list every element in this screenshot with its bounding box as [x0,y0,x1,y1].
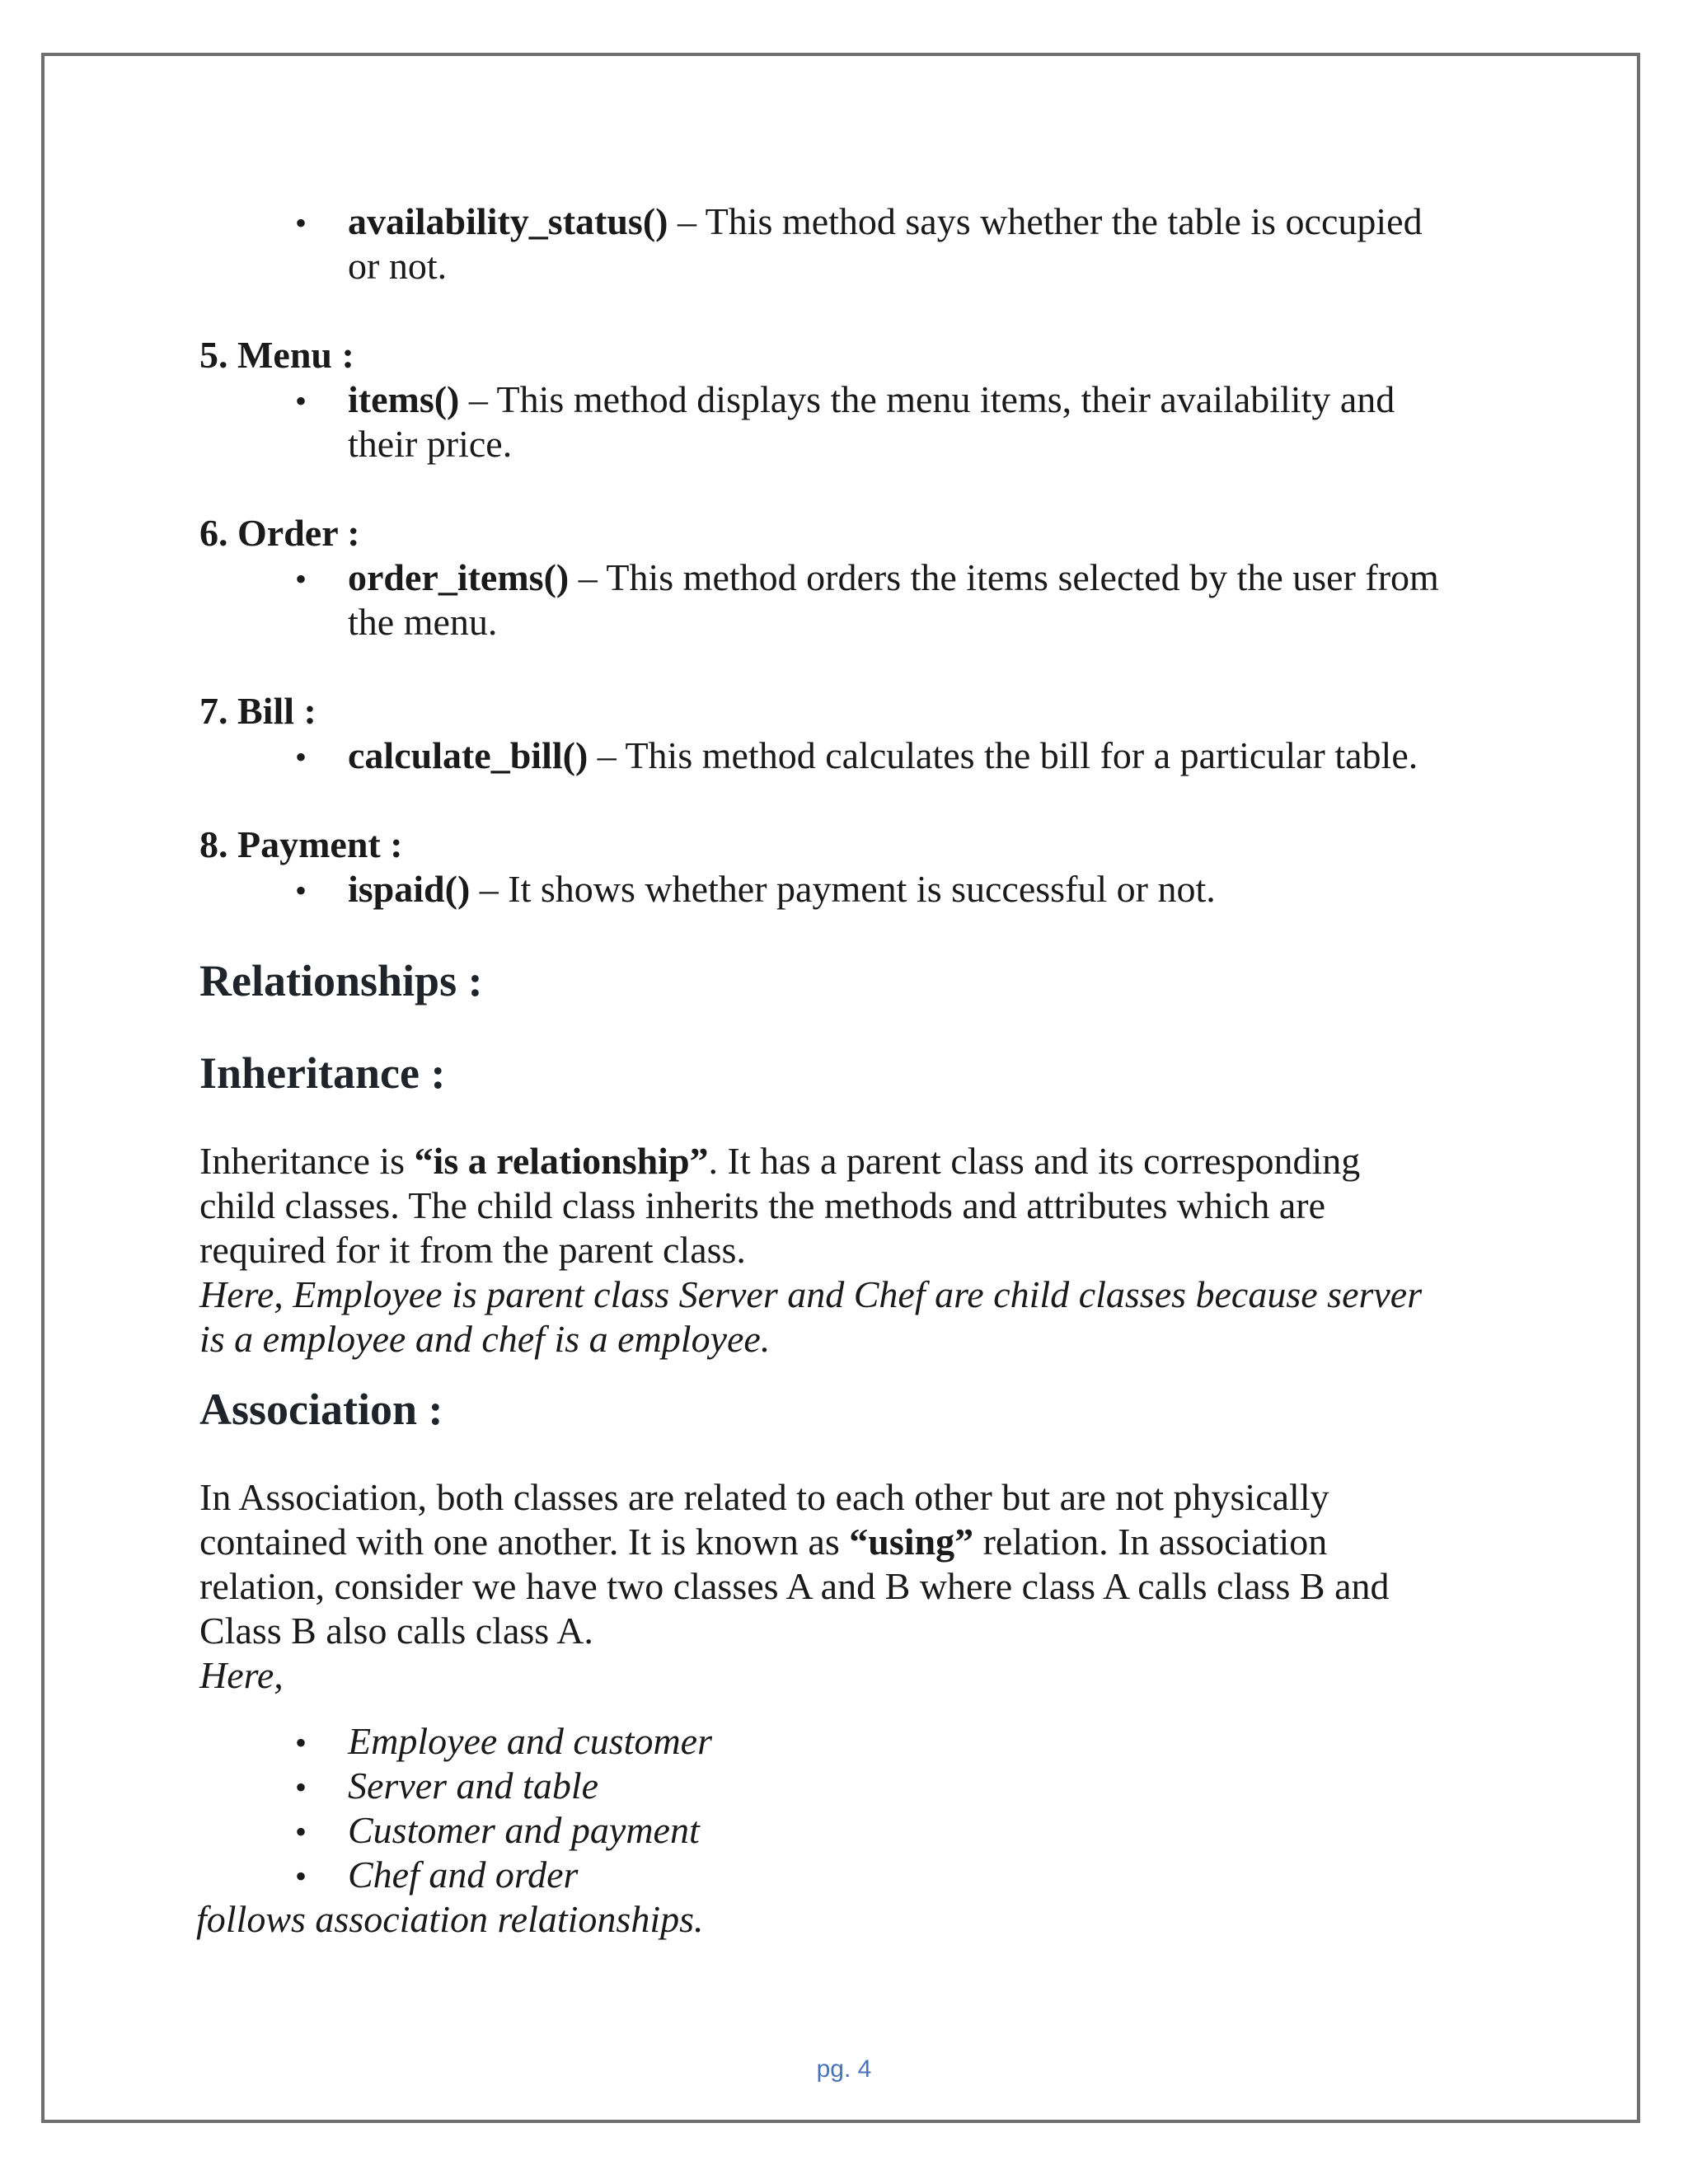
bullet-marker: • [295,1858,307,1895]
method-name: calculate_bill() [348,734,588,776]
association-text: relation. In association [973,1521,1328,1563]
method-name: availability_status() [348,200,668,242]
menu-method-line1 [348,377,1395,422]
inheritance-keyword: “is a relationship” [414,1140,709,1182]
method-description: – This method orders the items selected by the user from [569,556,1439,598]
relationships-title: Relationships : [199,956,483,1005]
bullet-marker: • [295,738,307,776]
association-text: contained with one another. It is known as [199,1521,850,1563]
association-closing: follows association relationships. [196,1898,704,1940]
menu-heading: 5. Menu : [199,334,354,376]
bullet-marker: • [295,382,307,419]
method-name: order_items() [348,556,570,598]
method-description: – This method calculates the bill for a particular table. [588,734,1418,776]
inheritance-title: Inheritance : [199,1048,446,1098]
association-here: Here, [199,1654,284,1696]
association-title: Association : [199,1385,443,1434]
inheritance-paragraph-line3: required for it from the parent class. [199,1229,746,1271]
availability-status-line2: or not. [348,245,448,287]
inheritance-text: . It has a parent class and its corresponding [708,1140,1361,1182]
association-paragraph-line3: relation, consider we have two classes A and B where class A calls class B and [199,1565,1390,1607]
association-paragraph-line4: Class B also calls class A. [199,1610,593,1652]
bullet-marker: • [295,560,307,598]
page-number: pg. 4 [816,2055,872,2083]
association-list-item: Customer and payment [348,1809,700,1851]
order-method-line2: the menu. [348,601,498,643]
bullet-marker: • [295,872,307,909]
association-list-item: Chef and order [348,1854,579,1896]
bill-heading: 7. Bill : [199,690,316,732]
order-method-line1 [348,555,1439,600]
association-paragraph-line2 [199,1520,1327,1564]
association-list-item: Employee and customer [348,1720,712,1762]
bill-method-line1 [348,733,1418,778]
bullet-marker: • [295,204,307,241]
bullet-marker: • [295,1724,307,1761]
bullet-marker: • [295,1813,307,1850]
payment-heading: 8. Payment : [199,823,403,865]
method-description: – This method says whether the table is occupied [668,200,1423,242]
menu-method-line2: their price. [348,423,513,465]
method-description: – It shows whether payment is successful or not. [470,868,1216,910]
inheritance-paragraph-line1 [199,1139,1360,1183]
association-keyword: “using” [849,1521,974,1563]
bullet-marker: • [295,1769,307,1806]
availability-status-line1 [348,199,1423,244]
order-heading: 6. Order : [199,512,360,554]
method-description: – This method displays the menu items, their availability and [459,378,1395,420]
inheritance-example-line1: Here, Employee is parent class Server and Chef are child classes because server [199,1273,1423,1315]
inheritance-paragraph-line2: child classes. The child class inherits the methods and attributes which are [199,1184,1326,1226]
inheritance-text: Inheritance is [199,1140,415,1182]
inheritance-example-line2: is a employee and chef is a employee. [199,1318,771,1360]
payment-method-line1 [348,867,1216,912]
method-name: items() [348,378,460,420]
association-list-item: Server and table [348,1765,599,1807]
method-name: ispaid() [348,868,471,910]
association-paragraph-line1: In Association, both classes are related to each other but are not physically [199,1476,1329,1518]
